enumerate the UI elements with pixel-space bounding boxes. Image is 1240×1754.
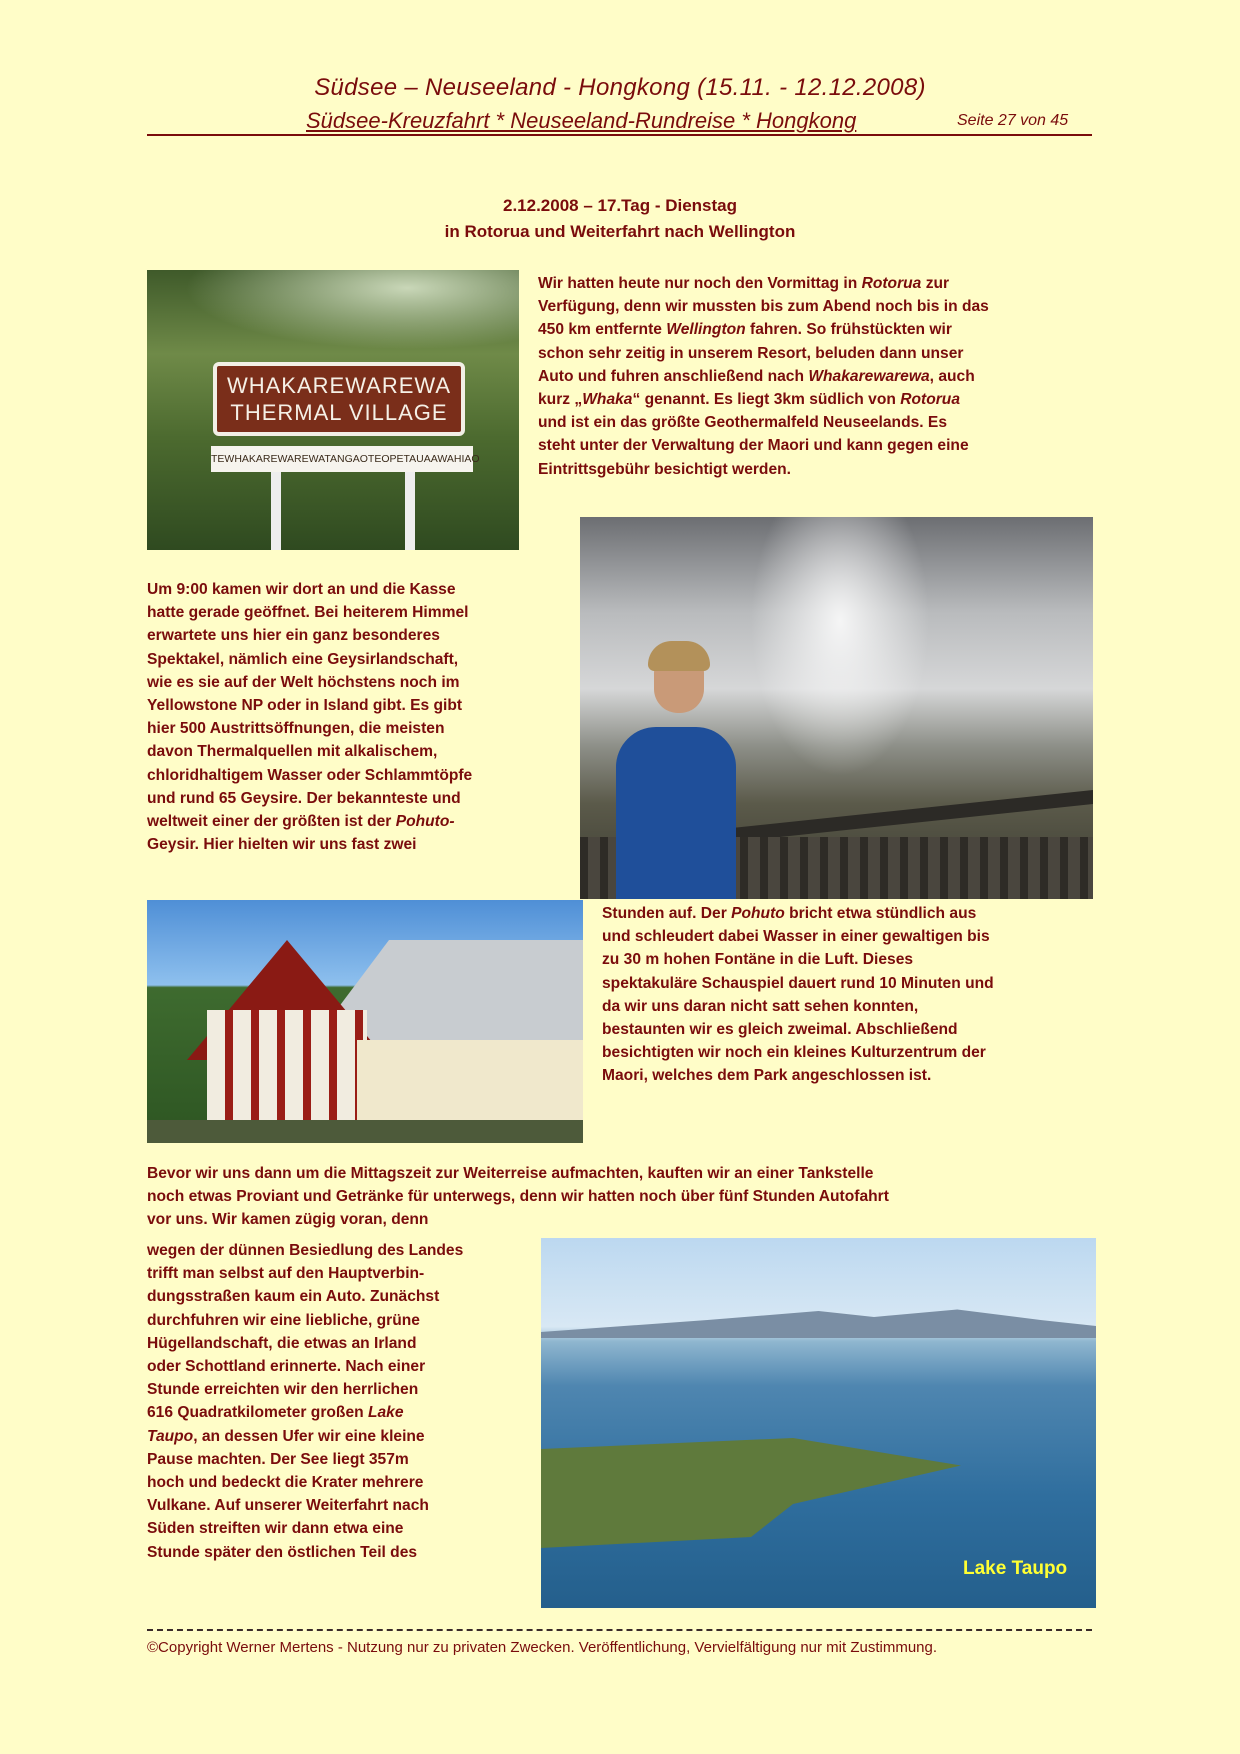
text-line bbox=[147, 1309, 463, 1332]
text-line bbox=[538, 318, 989, 341]
text-segment: chloridhaltigem Wasser oder Schlammtöpfe bbox=[147, 766, 473, 784]
text-line bbox=[147, 1185, 889, 1208]
text-segment: Süden streiften wir dann etwa eine bbox=[147, 1520, 404, 1538]
text-segment: erwartete uns hier ein ganz besonderes bbox=[147, 627, 440, 645]
text-segment: vor uns. Wir kamen zügig voran, denn bbox=[147, 1211, 429, 1229]
text-segment: durchfuhren wir eine liebliche, grüne bbox=[147, 1311, 420, 1329]
text-segment: bricht etwa stündlich aus bbox=[784, 905, 977, 922]
text-line bbox=[147, 1162, 889, 1185]
text-line bbox=[147, 1208, 889, 1231]
text-segment: 450 km entfernte bbox=[538, 321, 667, 339]
text-segment: Um 9:00 kamen wir dort an und die Kasse bbox=[147, 581, 456, 598]
text-segment: trifft man selbst auf den Hauptverbin- bbox=[147, 1265, 425, 1283]
text-segment: zu 30 m hohen Fontäne in die Luft. Dieses bbox=[602, 951, 914, 969]
text-segment: Wir hatten heute nur noch den Vormittag in bbox=[538, 275, 862, 292]
text-line bbox=[147, 833, 472, 856]
text-line bbox=[147, 1401, 463, 1424]
lake-taupo-caption: Lake Taupo bbox=[963, 1558, 1068, 1579]
text-line bbox=[602, 1064, 994, 1087]
text-line bbox=[147, 1494, 463, 1517]
text-segment: Verfügung, denn wir mussten bis zum Abend noch bis in das bbox=[538, 298, 989, 316]
emphasized-text: Taupo bbox=[147, 1427, 194, 1445]
text-segment: Geysir. Hier hielten wir uns fast zwei bbox=[147, 836, 417, 854]
text-segment: , an dessen Ufer wir eine kleine bbox=[193, 1427, 425, 1445]
text-segment: wie es sie auf der Welt höchstens noch im bbox=[147, 673, 460, 691]
text-line bbox=[147, 1517, 463, 1540]
text-line bbox=[147, 764, 472, 787]
emphasized-text: Wellington bbox=[666, 321, 746, 339]
paragraph-3 bbox=[602, 902, 994, 1088]
photo-lake-taupo bbox=[541, 1238, 1096, 1608]
text-segment: und rund 65 Geysire. Der bekannteste und bbox=[147, 789, 461, 807]
text-line bbox=[147, 1378, 463, 1401]
text-line bbox=[147, 717, 472, 740]
photo-thermal-village-sign bbox=[147, 270, 519, 550]
emphasized-text: Rotorua bbox=[861, 275, 922, 292]
text-segment: spektakuläre Schauspiel dauert rund 10 Minuten und bbox=[602, 974, 994, 992]
text-line bbox=[147, 1471, 463, 1494]
text-segment: noch etwas Proviant und Getränke für unterwegs, denn wir hatten noch über fünf Stunden Autofahrt bbox=[147, 1188, 889, 1206]
document-title: Südsee – Neuseeland - Hongkong (15.11. - 12.12.2008) bbox=[314, 74, 926, 101]
day-heading: 2.12.2008 – 17.Tag - Dienstag bbox=[502, 196, 738, 215]
text-segment: Bevor wir uns dann um die Mittagszeit zur Weiterreise aufmachten, kauften wir an einer Tankstelle bbox=[147, 1165, 874, 1182]
emphasized-text: Lake bbox=[367, 1404, 404, 1422]
text-segment: oder Schottland erinnerte. Nach einer bbox=[147, 1358, 426, 1376]
text-segment: davon Thermalquellen mit alkalischem, bbox=[147, 743, 438, 761]
text-segment: steht unter der Verwaltung der Maori und kann gegen eine bbox=[538, 437, 969, 455]
text-line bbox=[147, 787, 472, 810]
paragraph-5 bbox=[147, 1239, 463, 1564]
text-segment: Vulkane. Auf unserer Weiterfahrt nach bbox=[147, 1497, 429, 1515]
text-segment: bestaunten wir es gleich zweimal. Abschließend bbox=[602, 1021, 958, 1039]
text-segment: Stunden auf. Der bbox=[602, 905, 732, 922]
text-line bbox=[538, 295, 989, 318]
text-line bbox=[147, 1355, 463, 1378]
text-segment: besichtigten wir noch ein kleines Kulturzentrum der bbox=[602, 1044, 986, 1062]
text-segment: hoch und bedeckt die Krater mehrere bbox=[147, 1474, 424, 1492]
text-line bbox=[147, 1425, 463, 1448]
text-line bbox=[538, 434, 989, 457]
text-segment: Maori, welches dem Park angeschlossen ist. bbox=[602, 1067, 932, 1085]
text-line bbox=[602, 1041, 994, 1064]
text-line bbox=[538, 411, 989, 434]
text-line bbox=[147, 1448, 463, 1471]
text-line bbox=[147, 648, 472, 671]
text-line bbox=[147, 740, 472, 763]
emphasized-text: Rotorua bbox=[900, 391, 960, 409]
text-line bbox=[147, 1262, 463, 1285]
text-segment: dungsstraßen kaum ein Auto. Zunächst bbox=[147, 1288, 440, 1306]
text-segment: Eintrittsgebühr besichtigt werden. bbox=[538, 460, 791, 478]
text-segment: und schleudert dabei Wasser in einer gewaltigen bis bbox=[602, 928, 990, 946]
photo-geyser-with-person bbox=[580, 517, 1093, 899]
text-line bbox=[147, 601, 472, 624]
text-segment: und ist ein das größte Geothermalfeld Neuseelands. Es bbox=[538, 414, 948, 432]
emphasized-text: Whaka bbox=[582, 391, 633, 409]
text-segment: fahren. So frühstückten wir bbox=[745, 321, 952, 339]
sign-small-board: TEWHAKAREWAREWATANGAOTEOPETAUAAWAHIAO bbox=[211, 446, 473, 472]
text-segment: da wir uns daran nicht satt sehen konnten, bbox=[602, 997, 919, 1015]
paragraph-4 bbox=[147, 1162, 889, 1232]
text-line bbox=[147, 1541, 463, 1564]
text-segment: hier 500 Austrittsöffnungen, die meisten bbox=[147, 720, 445, 738]
copyright-notice: ©Copyright Werner Mertens - Nutzung nur zu privaten Zwecken. Veröffentlichung, Vervielfältigung nur mit Zustimmung. bbox=[147, 1639, 938, 1656]
header-rule bbox=[147, 134, 1092, 136]
text-segment: 616 Quadratkilometer großen bbox=[147, 1404, 368, 1422]
text-segment: Auto und fuhren anschließend nach bbox=[538, 367, 809, 385]
text-line bbox=[147, 624, 472, 647]
text-line bbox=[602, 925, 994, 948]
text-line bbox=[538, 458, 989, 481]
text-segment: Hügellandschaft, die etwas an Irland bbox=[147, 1334, 417, 1352]
emphasized-text: Pohuto bbox=[731, 905, 785, 922]
text-segment: Stunde erreichten wir den herrlichen bbox=[147, 1381, 419, 1399]
text-segment: wegen der dünnen Besiedlung des Landes bbox=[147, 1242, 464, 1259]
text-line bbox=[147, 810, 472, 833]
text-segment: kurz „ bbox=[538, 391, 583, 409]
text-line bbox=[147, 1239, 463, 1262]
text-segment: weltweit einer der größten ist der bbox=[147, 813, 396, 831]
text-line bbox=[147, 578, 472, 601]
text-segment: hatte gerade geöffnet. Bei heiterem Himmel bbox=[147, 604, 469, 622]
sign-board bbox=[213, 362, 465, 436]
paragraph-2 bbox=[147, 578, 472, 856]
text-line bbox=[602, 972, 994, 995]
text-line bbox=[602, 1018, 994, 1041]
text-line bbox=[147, 1332, 463, 1355]
text-segment: schon sehr zeitig in unserem Resort, beluden dann unser bbox=[538, 344, 964, 362]
text-segment: “ genannt. Es liegt 3km südlich von bbox=[632, 391, 901, 409]
text-segment: zur bbox=[921, 275, 950, 292]
text-line bbox=[538, 365, 989, 388]
text-segment: Spektakel, nämlich eine Geysirlandschaft, bbox=[147, 650, 459, 668]
text-line bbox=[538, 342, 989, 365]
text-line bbox=[602, 902, 994, 925]
text-line bbox=[538, 272, 989, 295]
text-line bbox=[147, 671, 472, 694]
text-segment: Yellowstone NP oder in Island gibt. Es gibt bbox=[147, 697, 463, 715]
emphasized-text: Whakarewarewa bbox=[808, 367, 930, 385]
text-segment: , auch bbox=[929, 367, 975, 385]
emphasized-text: Pohuto- bbox=[395, 813, 455, 831]
text-segment: Stunde später den östlichen Teil des bbox=[147, 1543, 418, 1561]
text-line bbox=[538, 388, 989, 411]
page-number: Seite 27 von 45 bbox=[957, 112, 1069, 129]
day-subheading: in Rotorua und Weiterfahrt nach Wellington bbox=[444, 222, 796, 241]
text-line bbox=[602, 995, 994, 1018]
photo-maori-meeting-house bbox=[147, 900, 583, 1143]
paragraph-1 bbox=[538, 272, 989, 481]
document-subtitle: Südsee-Kreuzfahrt * Neuseeland-Rundreise * Hongkong bbox=[306, 108, 857, 133]
text-segment: Pause machten. Der See liegt 357m bbox=[147, 1450, 409, 1468]
text-line bbox=[147, 694, 472, 717]
sign-line-1: WHAKAREWAREWA bbox=[226, 373, 452, 398]
text-line bbox=[602, 948, 994, 971]
footer-rule bbox=[147, 1629, 1092, 1631]
text-line bbox=[147, 1285, 463, 1308]
sign-line-2: THERMAL VILLAGE bbox=[230, 400, 448, 425]
